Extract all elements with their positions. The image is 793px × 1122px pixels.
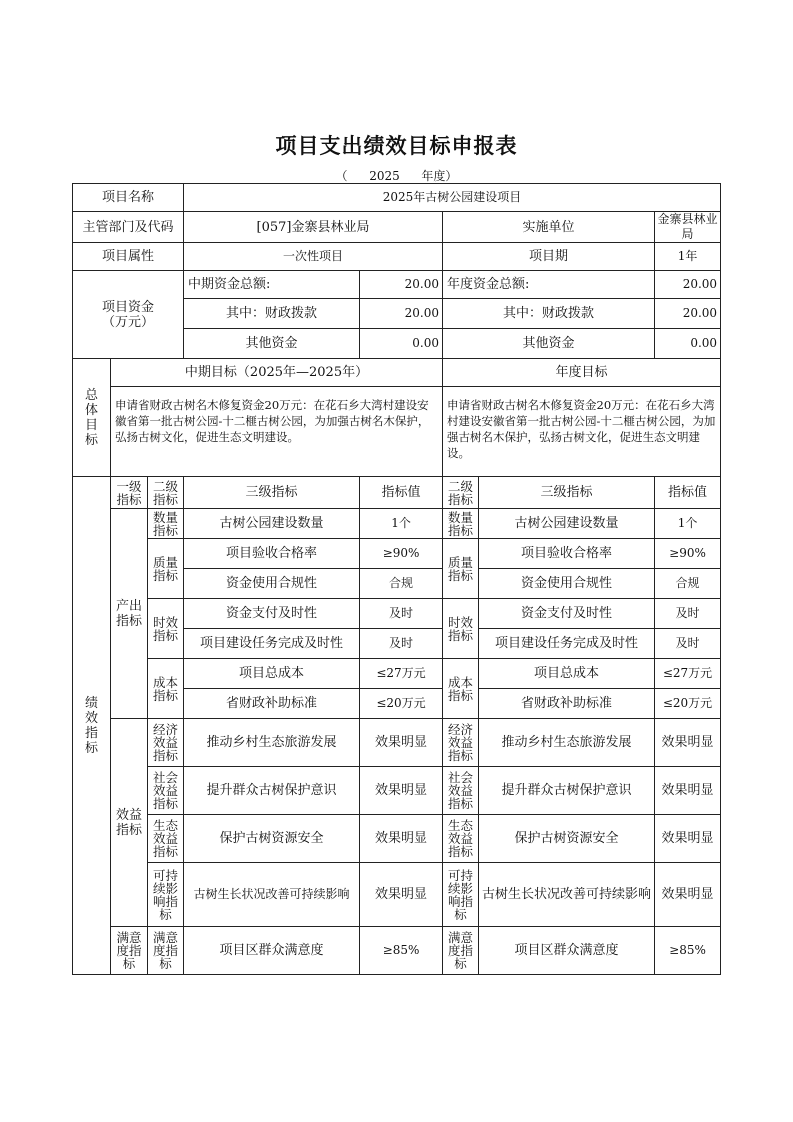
- indicator-row: [73, 719, 721, 767]
- year-goal-text: 申请省财政古树名木修复资金20万元：在花石乡大湾村建设安徽省第一批古树公园-十二榧古树公园，为加强古树名木保护，弘扬古树文化，促进生态文明建设。: [443, 387, 721, 477]
- indicator-name-right: 省财政补助标准: [479, 689, 655, 719]
- row-department: [73, 212, 721, 243]
- category-time-left: 时效 指标: [148, 599, 184, 659]
- year-line: [0, 167, 793, 184]
- category-social-right: 社会 效益 指标: [443, 767, 479, 815]
- row-attribute: [73, 243, 721, 271]
- category-satisfy-right: 满意 度指 标: [443, 927, 479, 975]
- project-name-label: 项目名称: [73, 184, 184, 212]
- indicator-value-left: 合规: [360, 569, 443, 599]
- mid-fiscal-value: 20.00: [360, 299, 443, 329]
- indicator-name-right: 保护古树资源安全: [479, 815, 655, 863]
- indicator-value-right: 及时: [655, 599, 721, 629]
- indicator-value-right: ≥90%: [655, 539, 721, 569]
- indicator-name-left: 项目建设任务完成及时性: [184, 629, 360, 659]
- indicator-value-left: ≥90%: [360, 539, 443, 569]
- header-level1: 一级 指标: [111, 477, 148, 509]
- benefit-indicators-label: 效益 指标: [111, 719, 148, 927]
- indicator-name-left: 保护古树资源安全: [184, 815, 360, 863]
- category-quantity-left: 数量 指标: [148, 509, 184, 539]
- mid-other-value: 0.00: [360, 329, 443, 359]
- indicator-value-left: 效果明显: [360, 719, 443, 767]
- indicator-row: [73, 927, 721, 975]
- indicator-name-right: 项目区群众满意度: [479, 927, 655, 975]
- indicator-row: [73, 659, 721, 689]
- indicator-name-left: 项目总成本: [184, 659, 360, 689]
- category-economic-right: 经济 效益 指标: [443, 719, 479, 767]
- mid-total-value: 20.00: [360, 271, 443, 299]
- header-level2-right: 二级 指标: [443, 477, 479, 509]
- indicator-name-left: 提升群众古树保护意识: [184, 767, 360, 815]
- category-quantity-right: 数量 指标: [443, 509, 479, 539]
- indicator-value-left: 效果明显: [360, 863, 443, 927]
- indicator-row: [73, 767, 721, 815]
- year-total-value: 20.00: [655, 271, 721, 299]
- indicator-name-left: 古树生长状况改善可持续影响: [184, 863, 360, 927]
- indicator-value-left: 效果明显: [360, 767, 443, 815]
- indicator-row: [73, 815, 721, 863]
- header-value-left: 指标值: [360, 477, 443, 509]
- indicator-value-left: ≤27万元: [360, 659, 443, 689]
- year-total-label: 年度资金总额:: [443, 271, 655, 299]
- mid-other-label: 其他资金: [184, 329, 360, 359]
- year-goal-header: 年度目标: [443, 359, 721, 387]
- attribute-label: 项目属性: [73, 243, 184, 271]
- indicator-value-left: ≤20万元: [360, 689, 443, 719]
- mid-goal-text: 申请省财政古树名木修复资金20万元：在花石乡大湾村建设安徽省第一批古树公园-十二榧古树公园，为加强古树名木保护，弘扬古树文化，促进生态文明建设。: [111, 387, 443, 477]
- row-indicator-header: [73, 477, 721, 509]
- performance-target-table: [72, 183, 721, 975]
- indicator-name-right: 项目建设任务完成及时性: [479, 629, 655, 659]
- header-level3-left: 三级指标: [184, 477, 360, 509]
- year-open: （: [335, 169, 348, 183]
- period-value: 1年: [655, 243, 721, 271]
- indicator-name-left: 项目区群众满意度: [184, 927, 360, 975]
- mid-fiscal-label: 其中：财政拨款: [184, 299, 360, 329]
- category-cost-right: 成本 指标: [443, 659, 479, 719]
- indicator-row: [73, 863, 721, 927]
- category-cost-left: 成本 指标: [148, 659, 184, 719]
- category-satisfy-left: 满意 度指 标: [148, 927, 184, 975]
- indicator-value-right: 1个: [655, 509, 721, 539]
- indicator-value-left: 1个: [360, 509, 443, 539]
- year-fiscal-value: 20.00: [655, 299, 721, 329]
- category-eco-left: 生态 效益 指标: [148, 815, 184, 863]
- indicator-name-right: 资金支付及时性: [479, 599, 655, 629]
- mid-goal-header: 中期目标（2025年—2025年）: [111, 359, 443, 387]
- implementer-label: 实施单位: [443, 212, 655, 243]
- indicator-value-right: 效果明显: [655, 719, 721, 767]
- indicator-name-left: 资金支付及时性: [184, 599, 360, 629]
- indicator-name-left: 推动乡村生态旅游发展: [184, 719, 360, 767]
- year-close: 年度）: [421, 169, 458, 183]
- project-name-value: 2025年古树公园建设项目: [184, 184, 721, 212]
- category-sustain-left: 可持 续影 响指 标: [148, 863, 184, 927]
- header-level3-right: 三级指标: [479, 477, 655, 509]
- category-quality-right: 质量 指标: [443, 539, 479, 599]
- indicator-name-left: 古树公园建设数量: [184, 509, 360, 539]
- output-indicators-label: 产出 指标: [111, 509, 148, 719]
- indicator-name-left: 省财政补助标准: [184, 689, 360, 719]
- category-quality-left: 质量 指标: [148, 539, 184, 599]
- row-goal-headers: [73, 359, 721, 387]
- indicator-row: [73, 539, 721, 569]
- indicator-name-right: 项目验收合格率: [479, 539, 655, 569]
- mid-total-label: 中期资金总额:: [184, 271, 360, 299]
- row-goal-text: [73, 387, 721, 477]
- form-title: 项目支出绩效目标申报表: [275, 133, 518, 158]
- performance-indicators-label: 绩 效 指 标: [73, 477, 111, 975]
- indicator-name-right: 提升群众古树保护意识: [479, 767, 655, 815]
- year-other-label: 其他资金: [443, 329, 655, 359]
- indicator-value-left: ≥85%: [360, 927, 443, 975]
- header-value-right: 指标值: [655, 477, 721, 509]
- indicator-value-right: 效果明显: [655, 815, 721, 863]
- year-fiscal-label: 其中：财政拨款: [443, 299, 655, 329]
- indicator-name-left: 资金使用合规性: [184, 569, 360, 599]
- indicator-value-right: 合规: [655, 569, 721, 599]
- category-sustain-right: 可持 续影 响指 标: [443, 863, 479, 927]
- row-project-name: [73, 184, 721, 212]
- year-value: 2025: [369, 169, 400, 183]
- category-eco-right: 生态 效益 指标: [443, 815, 479, 863]
- indicator-value-left: 效果明显: [360, 815, 443, 863]
- indicator-row: [73, 599, 721, 629]
- indicator-value-right: ≤20万元: [655, 689, 721, 719]
- satisfaction-indicators-label: 满意 度指 标: [111, 927, 148, 975]
- period-label: 项目期: [443, 243, 655, 271]
- indicator-name-right: 古树生长状况改善可持续影响: [479, 863, 655, 927]
- indicator-value-right: ≥85%: [655, 927, 721, 975]
- funds-label: 项目资金 （万元）: [73, 271, 184, 359]
- indicator-value-right: 效果明显: [655, 767, 721, 815]
- year-other-value: 0.00: [655, 329, 721, 359]
- attribute-value: 一次性项目: [184, 243, 443, 271]
- indicator-row: [73, 509, 721, 539]
- department-value: [057]金寨县林业局: [184, 212, 443, 243]
- indicator-name-right: 古树公园建设数量: [479, 509, 655, 539]
- overall-goals-label: 总 体 目 标: [73, 359, 111, 477]
- indicator-name-left: 项目验收合格率: [184, 539, 360, 569]
- category-social-left: 社会 效益 指标: [148, 767, 184, 815]
- category-economic-left: 经济 效益 指标: [148, 719, 184, 767]
- indicator-name-right: 项目总成本: [479, 659, 655, 689]
- indicator-value-left: 及时: [360, 629, 443, 659]
- indicator-value-right: 及时: [655, 629, 721, 659]
- indicator-name-right: 推动乡村生态旅游发展: [479, 719, 655, 767]
- indicator-name-right: 资金使用合规性: [479, 569, 655, 599]
- row-funds-total: [73, 271, 721, 299]
- department-label: 主管部门及代码: [73, 212, 184, 243]
- header-level2-left: 二级 指标: [148, 477, 184, 509]
- indicator-value-left: 及时: [360, 599, 443, 629]
- implementer-value: 金寨县林业局: [655, 212, 721, 243]
- indicator-value-right: 效果明显: [655, 863, 721, 927]
- category-time-right: 时效 指标: [443, 599, 479, 659]
- indicator-value-right: ≤27万元: [655, 659, 721, 689]
